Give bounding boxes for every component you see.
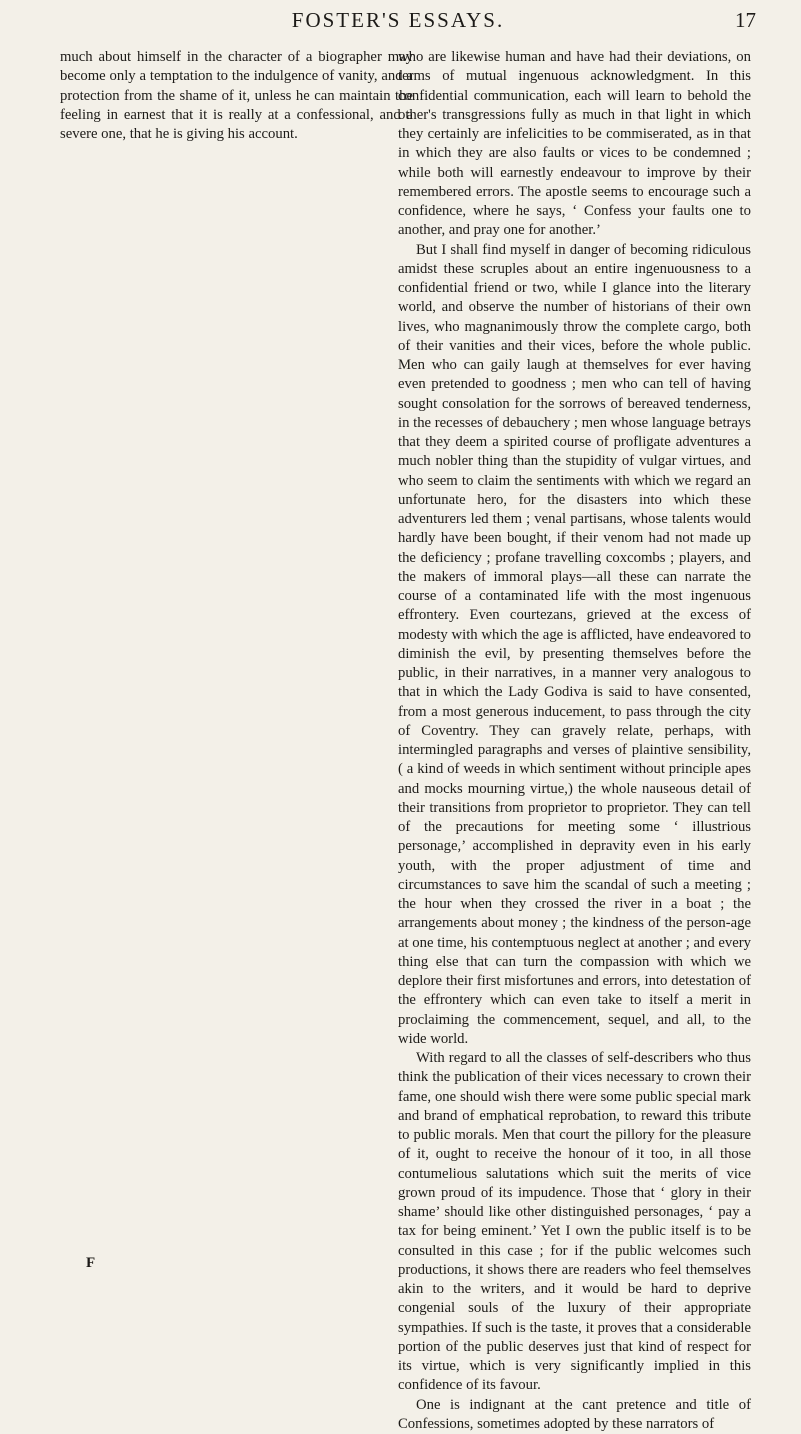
running-head: FOSTER'S ESSAYS.	[40, 8, 756, 33]
page-header	[40, 8, 756, 40]
right-column	[398, 48, 751, 1434]
left-column	[60, 48, 413, 144]
signature-mark: F	[86, 1255, 95, 1272]
page-number: 17	[735, 8, 756, 33]
paragraph: But I shall find myself in danger of becoming ridiculous amidst these scruples about an entire ingenuousness to a confidential friend or two, while I glance into the literary world, and observe the number of historians of their own lives, who magnanimously throw the complete cargo, both of their vanities and their vices, before the whole public. Men who can gaily laugh at themselves for ever having even pretended to goodness ; men who can tell of having sought consolation for the sorrows of bereaved tenderness, in the recesses of debauchery ; men whose language betrays that they deem a spirited course of profligate adventures a much nobler thing than the stupidity of vulgar virtues, and who seem to claim the sentiments with which we regard an unfortunate hero, for the disasters into which these adventurers led them ; venal partisans, whose talents would hardly have been bought, if their venom had not made up the deficiency ; profane travelling coxcombs ; players, and the makers of immoral plays—all these can narrate the course of a contaminated life with the most ingenuous effrontery. Even courtezans, grieved at the excess of modesty with which the age is afflicted, have endeavored to diminish the evil, by presenting themselves before the public, in their narratives, in a manner very analogous to that in which the Lady Godiva is said to have consented, from a most generous inducement, to pass through the city of Coventry. They can gravely relate, perhaps, with intermingled paragraphs and verses of plaintive sensibility, ( a kind of weeds in which sentiment without principle apes and mocks mourning virtue,) the whole nauseous detail of their transitions from proprietor to proprietor. They can tell of the precautions for meeting some ‘ illustrious personage,’ accomplished in depravity even in his early youth, with the proper adjustment of time and circumstances to save him the scandal of such a meeting ; the hour when they crossed the river in a boat ; the arrangements about money ; the kindness of the person-age at one time, his contemptuous neglect at another ; and every thing else that can turn the compassion with which we deplore their first misfortunes and errors, into detestation of the effrontery which can even take to itself a merit in proclaiming the commencement, sequel, and all, to the wide world.	[398, 241, 751, 1050]
paragraph: With regard to all the classes of self-describers who thus think the publication of their vices necessary to crown their fame, one should wish there were some public special mark and brand of emphatical reprobation, to reward this tribute to public morals. Men that court the pillory for the pleasure of it, ought to receive the honour of it too, in all those contumelious salutations which suit the merits of vice grown proud of its impudence. Those that ‘ glory in their shame’ should like other distinguished personages, ‘ pay a tax for being eminent.’ Yet I own the public itself is to be consulted in this case ; for if the public welcomes such productions, it shows there are readers who feel themselves akin to the writers, and it would be hard to deprive congenial souls of the luxury of their appropriate sympathies. If such is the taste, it proves that a considerable portion of the public deserves just that kind of respect for its virtue, which is very significantly implied in this confidence of its favour.	[398, 1049, 751, 1396]
paragraph: One is indignant at the cant pretence and title of Confessions, sometimes adopted by these narrators of	[398, 1396, 751, 1434]
paragraph: much about himself in the character of a biographer may become only a temptation to the indulgence of vanity, and a protection from the shame of it, unless he can maintain the feeling in earnest that it is really at a confessional, and a severe one, that he is giving his account.	[60, 48, 413, 144]
paragraph: who are likewise human and have had their deviations, on terms of mutual ingenuous acknowledgment. In this confidential communication, each will learn to behold the other's transgressions fully as much in that light in which they certainly are infelicities to be commiserated, as in that in which they are also faults or vices to be condemned ; while both will earnestly endeavour to improve by their remembered errors. The apostle seems to encourage such a confidence, where he says, ‘ Confess your faults one to another, and pray one for another.’	[398, 48, 751, 241]
